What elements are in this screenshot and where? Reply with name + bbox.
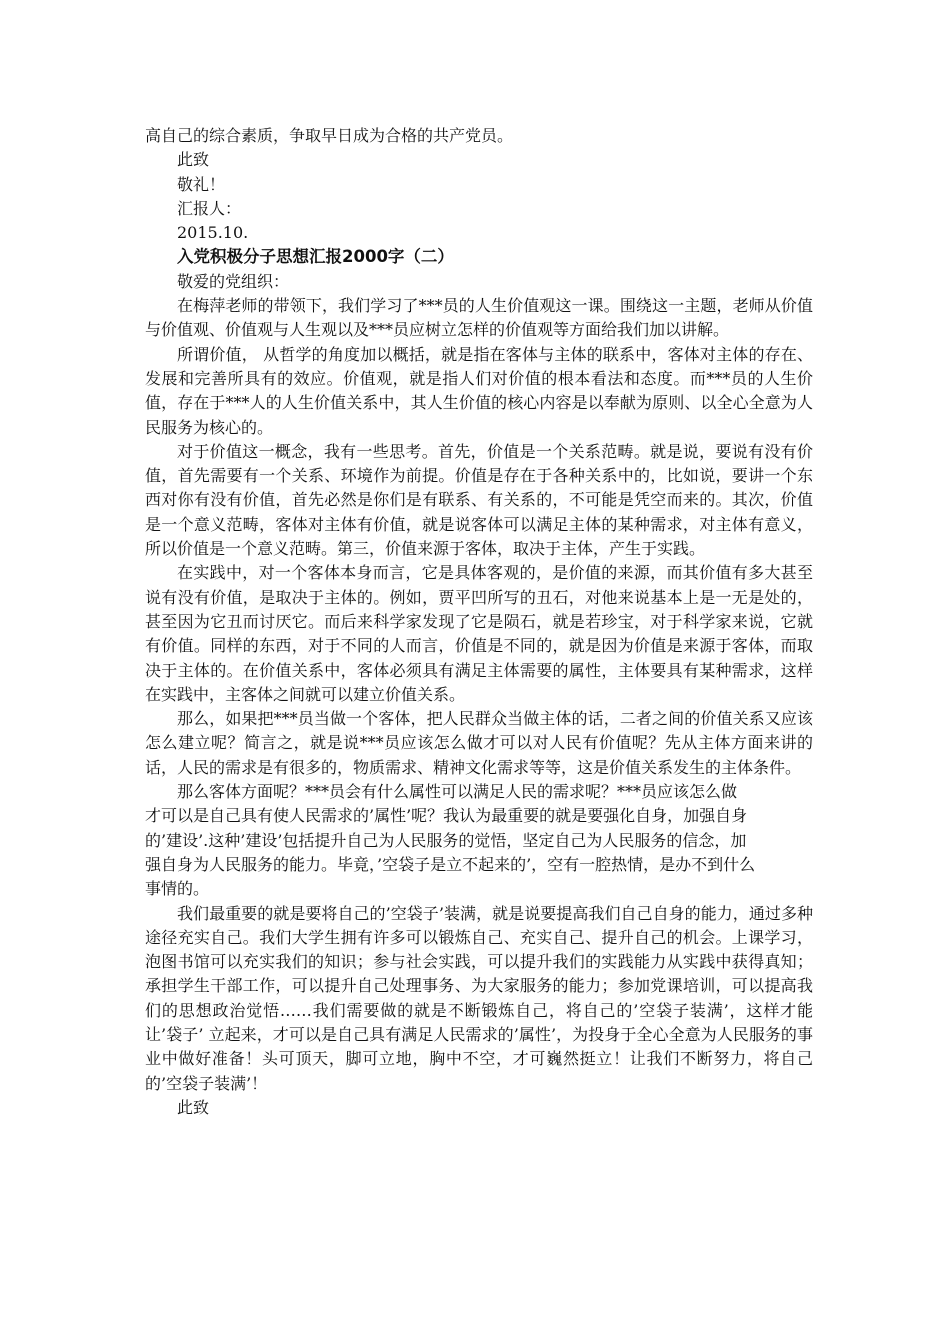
paragraph-line: 的’建设’.这种’建设’包括提升自己为人民服务的觉悟，坚定自己为人民服务的信念，加 [145, 830, 747, 850]
salutation: 敬爱的党组织： [177, 271, 290, 291]
paragraph: 在实践中，对一个客体本身而言，它是具体客观的，是价值的来源，而其价值有多大甚至说有没有价值，是取决于主体的。例如，贾平凹所写的丑石，对他来说基本上是一无是处的，甚至因为它丑而讨厌它。而后来科学家发现了它是陨石，就是若珍宝，对于科学家来说，它就有价值。同样的东西，对于不同的人而言，价值是不同的，就是因为价值是来源于客体，而取决于主体的。在价值关系中，客体必须具有满足主体需要的属性，主体要具有某种需求，这样在实践中，主客体之间就可以建立价值关系。 [145, 563, 813, 704]
paragraph-line: 强自身为人民服务的能力。毕竟，’空袋子是立不起来的’，空有一腔热情，是办不到什么 [145, 854, 756, 874]
paragraph: 对于价值这一概念，我有一些思考。首先，价值是一个关系范畴。就是说，要说有没有价值，首先需要有一个关系、环境作为前提。价值是存在于各种关系中的，比如说，要讲一个东西对你有没有价值，首先必然是你们是有联系、有关系的，不可能是凭空而来的。其次，价值是一个意义范畴，客体对主体有价值，就是说客体可以满足主体的某种需求，对主体有意义，所以价值是一个意义范畴。第三，价值来源于客体，取决于主体，产生于实践。 [145, 441, 813, 559]
paragraph: 我们最重要的就是要将自己的’空袋子’装满，就是说要提高我们自己自身的能力，通过多种途径充实自己。我们大学生拥有许多可以锻炼自己、充实自己、提升自己的机会。上课学习，泡图书馆可以充实我们的知识；参与社会实践，可以提升我们的实践能力从实践中获得真知；承担学生干部工作，可以提升自己处理事务、为大家服务的能力；参加党课培训，可以提高我们的思想政治觉悟……我们需要做的就是不断锻炼自己，将自己的’空袋子装满’，这样才能让’袋子’ 立起来，才可以是自己具有满足人民需求的’属性’，为投身于全心全意为人民服务的事业中做好准备！头可顶天，脚可立地，胸中不空，才可巍然挺立！让我们不断努力，将自己的’空袋子装满’！ [145, 903, 813, 1093]
paragraph-line: 才可以是自己具有使人民需求的’属性’呢？我认为最重要的就是要强化自身，加强自身 [145, 806, 748, 826]
closing-regards: 敬礼！ [177, 174, 226, 194]
paragraph: 所谓价值， 从哲学的角度加以概括，就是指在客体与主体的联系中，客体对主体的存在、发展和完善所具有的效应。价值观，就是指人们对价值的根本看法和态度。而***员的人生价值，存在于***人的人生价值关系中，其人生价值的核心内容是以奉献为原则、以全心全意为人民服务为核心的。 [145, 344, 813, 437]
article-title: 入党积极分子思想汇报2000字（二） [177, 247, 454, 267]
paragraph-line: 事情的。 [145, 879, 210, 899]
signer-label: 汇报人： [177, 198, 242, 218]
closing-salutation: 此致 [177, 150, 210, 170]
paragraph-line: 那么客体方面呢？***员会有什么属性可以满足人民的需求呢？***员应该怎么做 [177, 782, 738, 802]
paragraph: 在梅萍老师的带领下，我们学习了***员的人生价值观这一课。围绕这一主题，老师从价值与价值观、价值观与人生观以及***员应树立怎样的价值观等方面给我们加以讲解。 [145, 296, 813, 340]
closing-salutation-2: 此致 [177, 1097, 210, 1117]
report-date: 2015.10. [177, 223, 249, 243]
document-page [145, 124, 813, 1120]
paragraph-object-side [145, 780, 813, 901]
continuation-line: 高自己的综合素质，争取早日成为合格的共产党员。 [145, 126, 514, 145]
paragraph: 那么，如果把***员当做一个客体，把人民群众当做主体的话，二者之间的价值关系又应该怎么建立呢？简言之，就是说***员应该怎么做才可以对人民有价值呢？先从主体方面来讲的话，人民的需求是有很多的，物质需求、精神文化需求等等，这是价值关系发生的主体条件。 [145, 709, 813, 777]
